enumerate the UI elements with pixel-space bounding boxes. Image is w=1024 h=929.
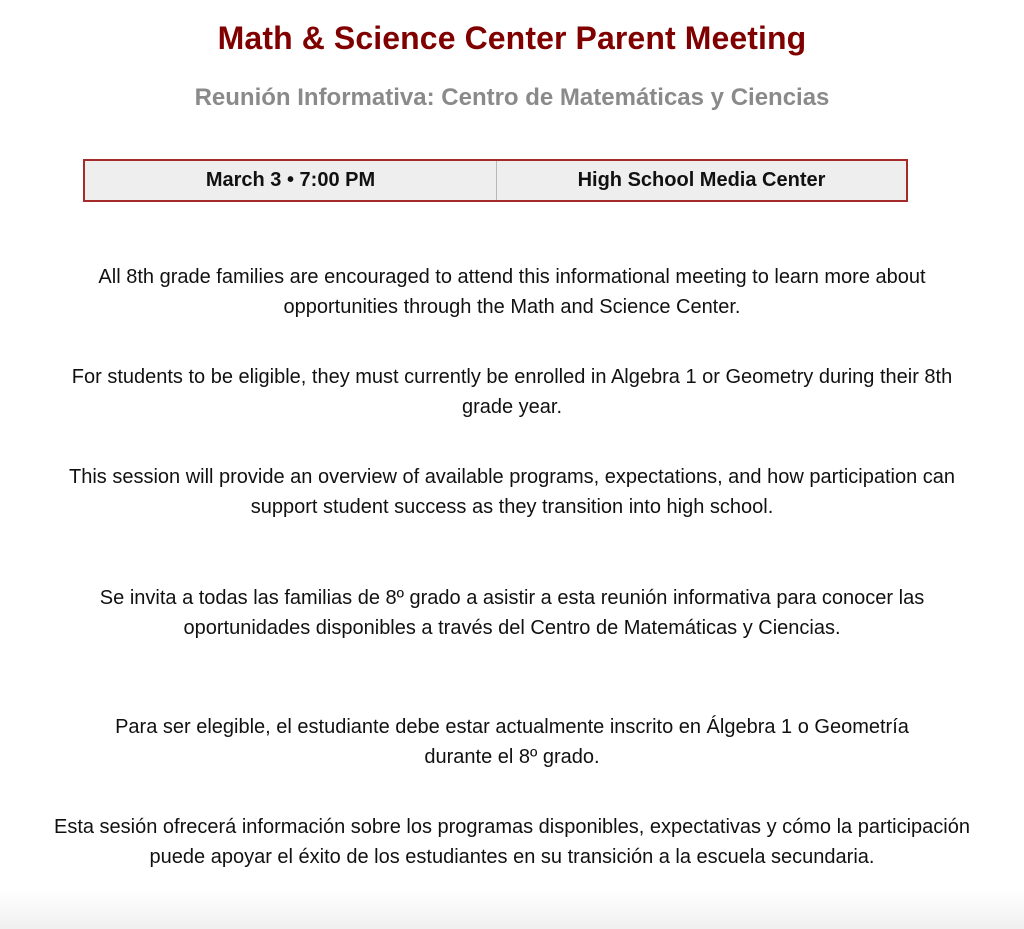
event-info-row	[84, 160, 907, 201]
spanish-paragraph-eligibility: Para ser elegible, el estudiante debe estar actualmente inscrito en Álgebra 1 o Geometría durante el 8º grado.	[115, 716, 909, 768]
event-info-table	[83, 159, 908, 202]
spanish-paragraph-intro: Se invita a todas las familias de 8º grado a asistir a esta reunión informativa para conocer las oportunidades disponibles a través del Centro de Matemáticas y Ciencias.	[99, 587, 925, 639]
event-location: High School Media Center	[497, 160, 908, 201]
english-paragraph-intro: All 8th grade families are encouraged to attend this informational meeting to learn more about opportunities through the Math and Science Center.	[98, 266, 926, 318]
english-paragraph-overview: This session will provide an overview of available programs, expectations, and how participation can support student success as they transition into high school.	[68, 466, 955, 518]
spanish-paragraph-overview: Esta sesión ofrecerá información sobre los programas disponibles, expectativas y cómo la participación puede apoyar el éxito de los estudiantes en su transición a la escuela secundaria.	[53, 816, 970, 868]
page-title: Math & Science Center Parent Meeting	[217, 20, 807, 56]
english-paragraph-eligibility: For students to be eligible, they must currently be enrolled in Algebra 1 or Geometry during their 8th grade year.	[71, 366, 953, 418]
bottom-fade-overlay	[0, 889, 1024, 929]
page-subtitle: Reunión Informativa: Centro de Matemáticas y Ciencias	[194, 84, 830, 111]
event-date-time: March 3 • 7:00 PM	[84, 160, 497, 201]
